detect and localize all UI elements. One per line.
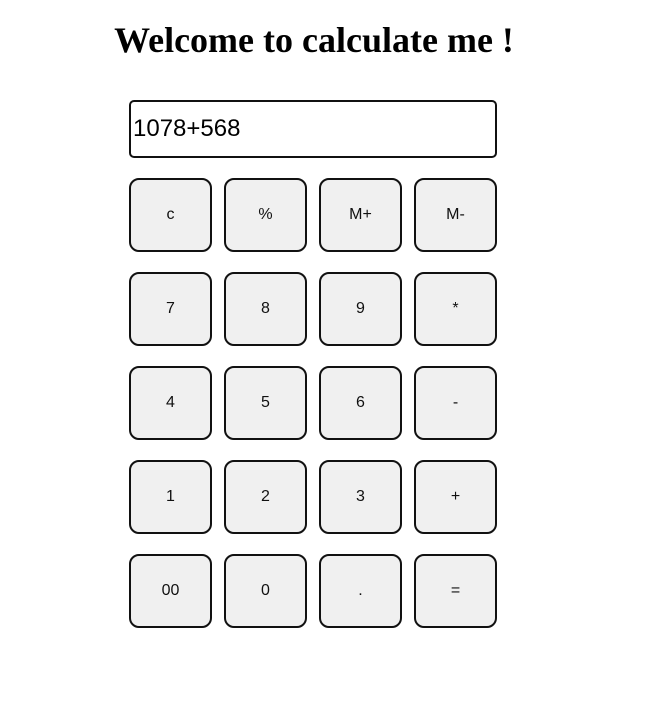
decimal-point-button[interactable]: . xyxy=(319,554,402,628)
digit-0-button[interactable]: 0 xyxy=(224,554,307,628)
digit-3-button[interactable]: 3 xyxy=(319,460,402,534)
digit-1-button[interactable]: 1 xyxy=(129,460,212,534)
memory-subtract-button[interactable]: M- xyxy=(414,178,497,252)
subtract-button[interactable]: - xyxy=(414,366,497,440)
digit-2-button[interactable]: 2 xyxy=(224,460,307,534)
page-title: Welcome to calculate me ! xyxy=(114,20,514,60)
digit-8-button[interactable]: 8 xyxy=(224,272,307,346)
digit-6-button[interactable]: 6 xyxy=(319,366,402,440)
digit-9-button[interactable]: 9 xyxy=(319,272,402,346)
clear-button[interactable]: c xyxy=(129,178,212,252)
add-button[interactable]: + xyxy=(414,460,497,534)
memory-add-button[interactable]: M+ xyxy=(319,178,402,252)
multiply-button[interactable]: * xyxy=(414,272,497,346)
digit-4-button[interactable]: 4 xyxy=(129,366,212,440)
calculator-keypad xyxy=(129,178,497,628)
percent-button[interactable]: % xyxy=(224,178,307,252)
double-zero-button[interactable]: 00 xyxy=(129,554,212,628)
digit-5-button[interactable]: 5 xyxy=(224,366,307,440)
calculator-display[interactable] xyxy=(129,100,497,158)
equals-button[interactable]: = xyxy=(414,554,497,628)
digit-7-button[interactable]: 7 xyxy=(129,272,212,346)
